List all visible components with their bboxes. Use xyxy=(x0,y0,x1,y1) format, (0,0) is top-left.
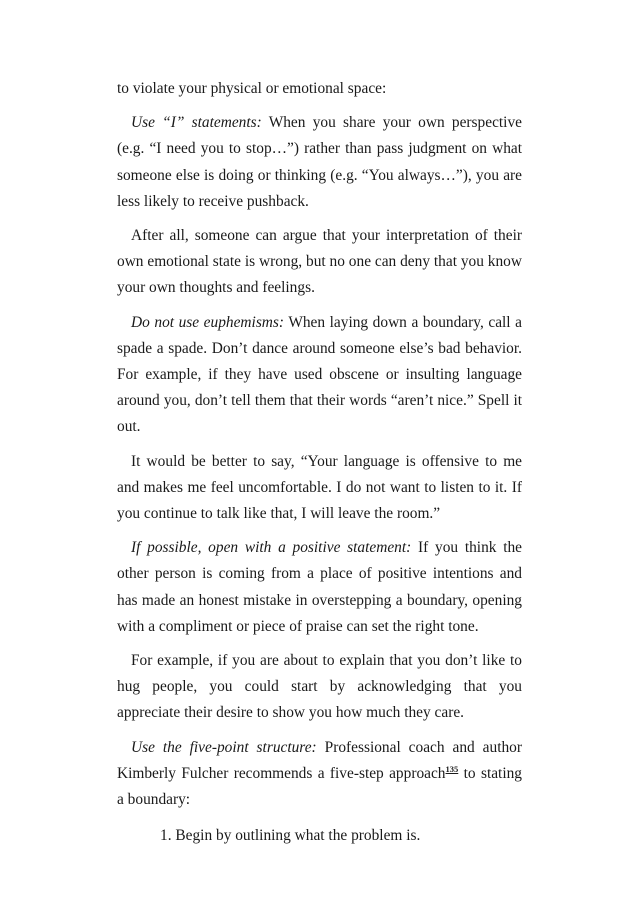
footnote-reference-link[interactable]: 135 xyxy=(445,763,459,774)
tip-body: When you share your own perspective (e.g. “I need you to stop…”) rather than pass judgment on what someone else is doing or thinking (e.g. “You always…”), you are less likely to receive pushback. xyxy=(117,114,522,210)
paragraph-positive-statement xyxy=(117,535,522,640)
paragraph-intro-tail: to violate your physical or emotional space: xyxy=(117,80,387,97)
tip-body: to stating a boundary: xyxy=(117,764,522,809)
steps-list xyxy=(117,823,522,849)
tip-heading: Use the five-point structure: xyxy=(131,738,317,756)
paragraph-five-point-structure xyxy=(117,735,522,814)
paragraph-use-i-statements xyxy=(117,110,522,215)
paragraph-hug-example: For example, if you are about to explain that you don’t like to hug people, you could start by acknowledging that you appreciate their desire to show you how much they care. xyxy=(117,652,522,722)
tip-heading: Do not use euphemisms: xyxy=(131,313,285,331)
page-body xyxy=(117,76,522,849)
tip-body: Professional coach and author Kimberly Fulcher recommends a five-step approach xyxy=(117,738,522,782)
tip-body: When laying down a boundary, call a spade a spade. Don’t dance around someone else’s bad behavior. For example, if they have used obscene or insulting language around you, don’t tell them that their words “aren’t nice.” Spell it out. xyxy=(117,313,522,436)
paragraph-after-all: After all, someone can argue that your interpretation of their own emotional state is wrong, but no one can deny that you know your own thoughts and feelings. xyxy=(117,227,522,297)
tip-body: If you think the other person is coming from a place of positive intentions and has made an honest mistake in overstepping a boundary, opening with a compliment or piece of praise can set the right tone. xyxy=(117,539,523,635)
tip-heading: Use “I” statements: xyxy=(131,114,262,132)
paragraph-better-to-say: It would be better to say, “Your language is offensive to me and makes me feel uncomfortable. I do not want to listen to it. If you continue to talk like that, I will leave the room.” xyxy=(117,452,522,523)
tip-heading: If possible, open with a positive statement: xyxy=(131,539,412,557)
list-item: 1. Begin by outlining what the problem is. xyxy=(160,827,421,845)
paragraph-no-euphemisms xyxy=(117,310,522,441)
